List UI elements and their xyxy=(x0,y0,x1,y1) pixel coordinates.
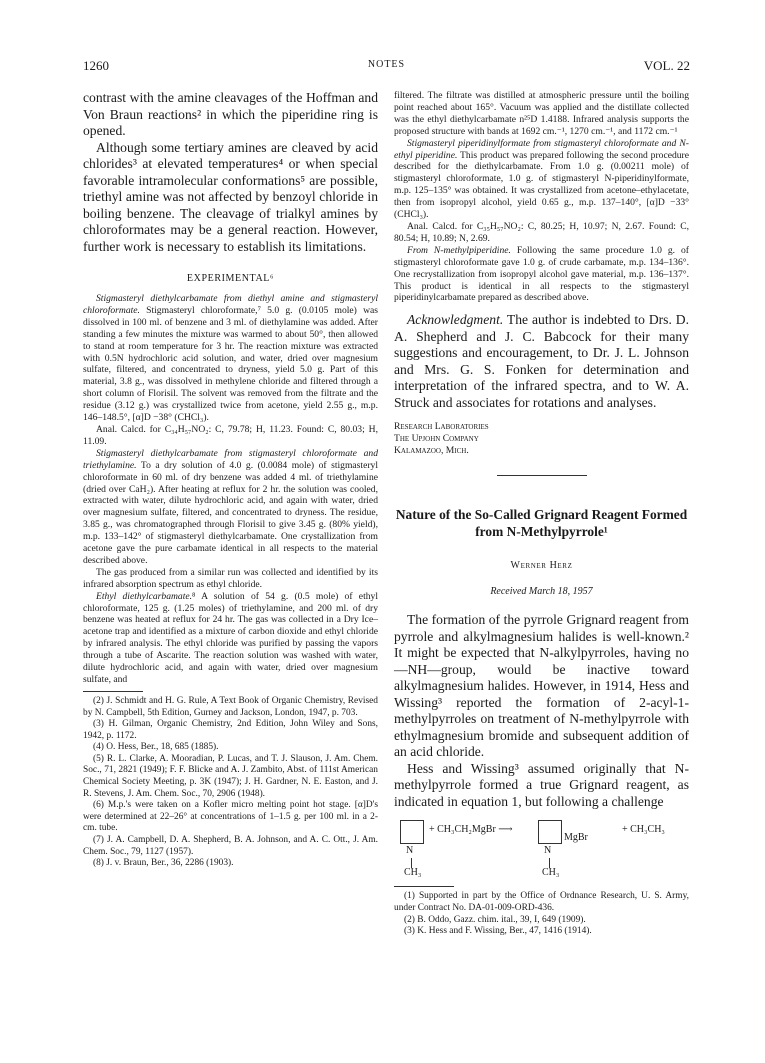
experimental-paragraph: The gas produced from a similar run was collected and identified by its infrared absorption spectrum as ethyl chloride. xyxy=(83,566,378,590)
footnote: (6) M.p.'s were taken on a Kofler micro melting point hot stage. [α]D's were determined at 22–26° at concentrations of 1–1.5 g. per 100 ml. in a 2-cm. tube. xyxy=(83,800,378,834)
acknowledgment-paragraph xyxy=(394,312,689,411)
left-column xyxy=(83,90,378,870)
received-date: Received March 18, 1957 xyxy=(490,586,593,598)
acknowledgment-body: The author is indebted to Drs. D. A. Shepherd and J. C. Babcock for their many suggestions and encouragement, to Dr. J. L. Johnson and Mrs. G. S. Fonken for determination and interpretation of the infrared spectra, and to W. A. Struck and associates for rotations and analyses. xyxy=(394,312,689,410)
procedure-title: Stigmasteryl diethylcarbamate from diethyl amine and stigmasteryl chloroformate. xyxy=(83,293,378,316)
article-title: Nature of the So-Called Grignard Reagent Formed from N-Methylpyrrole¹ xyxy=(395,507,688,540)
procedure-title: Ethyl diethylcarbamate. xyxy=(96,590,193,602)
section-heading-experimental: EXPERIMENTAL⁶ xyxy=(186,273,275,284)
pyrrole-ring-left xyxy=(400,820,424,844)
procedure-body: Following the same procedure 1.0 g. of stigmasteryl chloroformate gave 1.0 g. of crude carbamate, m.p. 134–136°. One recrystallization from isopropyl alcohol gave material, m.p. 136–137°. This product is identical in all respects to the stigmasteryl piperidinylcarbamate prepared as described above. xyxy=(394,244,689,304)
article-divider xyxy=(497,475,587,476)
experimental-paragraph xyxy=(394,245,689,305)
footnote-divider xyxy=(83,691,143,692)
mgbr-label: MgBr xyxy=(564,832,588,844)
address-line: The Upjohn Company xyxy=(394,433,479,445)
footnote: (5) R. L. Clarke, A. Mooradian, P. Lucas, and T. J. Slauson, J. Am. Chem. Soc., 71, 2821 (1949); F. F. Blicke and A. J. Zambito, Abst. of 111st American Chemical Society Meeting, p. 3K (1947); J. H. Gardner, N. E. Easton, and J. R. Stevens, J. Am. Chem. Soc., 70, 2906 (1948). xyxy=(83,753,378,799)
analysis-line: Anal. Calcd. for C₃₅H₅₇NO₂: C, 80.25; H, 10.97; N, 2.67. Found: C, 80.54; H, 10.89; N, 2.69. xyxy=(394,220,689,244)
acknowledgment-title: Acknowledgment. xyxy=(407,312,504,328)
procedure-body: This product was prepared following the second procedure described for the diethylcarbamate. From 1.0 g. (0.00211 mole) of stigmasteryl chloroformate, 1.0 g. of stigmasteryl N-piperidinylformate, m.p. 125–135° was obtained. It was crystallized from acetone–ethylacetate, then from isopropyl alcohol, yield 0.65 g., m.p. 137–140°, [α]D −33° (CHCl₃). xyxy=(394,149,690,221)
footnote: (2) J. Schmidt and H. G. Rule, A Text Book of Organic Chemistry, Revised by N. Campbell, 5th Edition, Gurney and Jackson, London, 1947, p. 703. xyxy=(83,695,378,718)
procedure-body: To a dry solution of 4.0 g. (0.0084 mole) of stigmasteryl chloroformate in 60 ml. of dry benzene was added 4 ml. of triethylamine (dried over CaH₂). After heating at reflux for 2 hr. the solution was cooled, extracted with water, dilute hydrochloric acid, and again with water, dried over magnesium sulfate, filtered, and concentrated to dryness. The residue, 3.85 g., was chromatographed through Florisil to give 3.45 g. (80% yield), m.p. 133–142° of stigmasteryl diethylcarbamate. One crystallization from acetone gave the pure carbamate identical in all respects to the material described above. xyxy=(83,459,378,566)
right-column xyxy=(394,90,689,938)
paragraph: The formation of the pyrrole Grignard reagent from pyrrole and alkylmagnesium halides is well-known.² It might be expected that N-alkylpyrroles, having no—NH—group, would be inactive toward alkylmagnesium halides. However, in 1914, Hess and Wissing³ reported the formation of 2-acyl-1-methylpyrroles on treatment of N-methylpyrrole with ethylmagnesium bromide and subsequent addition of an acid chloride. xyxy=(394,612,689,760)
footnote: (7) J. A. Campbell, D. A. Shepherd, B. A. Johnson, and A. C. Ott., J. Am. Chem. Soc., 79, 1127 (1957). xyxy=(83,835,378,857)
paragraph: contrast with the amine cleavages of the Hoffman and Von Braun reactions² in which the piperidine ring is opened. xyxy=(83,90,378,138)
article-author: Werner Herz xyxy=(510,560,573,572)
footnote: (4) O. Hess, Ber., 18, 685 (1885). xyxy=(93,742,219,753)
procedure-title: Stigmasteryl piperidinylformate from stigmasteryl chloroformate and N-ethyl piperidine. xyxy=(394,137,689,161)
footnote: (3) K. Hess and F. Wissing, Ber., 47, 1416 (1914). xyxy=(404,926,592,937)
equation-1 xyxy=(394,816,689,880)
methyl-label-right: CH₃ xyxy=(542,867,560,879)
footnote: (8) J. v. Braun, Ber., 36, 2286 (1903). xyxy=(93,858,234,869)
experimental-paragraph xyxy=(394,138,689,221)
institution-address xyxy=(394,421,689,457)
page-number: 1260 xyxy=(83,58,109,73)
footnote-divider xyxy=(394,886,454,887)
pyrrole-ring-right xyxy=(538,820,562,844)
page-header xyxy=(83,58,690,76)
experimental-paragraph xyxy=(83,591,378,686)
procedure-body: ⁸ A solution of 54 g. (0.5 mole) of ethyl chloroformate, 125 g. (1.25 moles) of triethylamine, and 200 ml. of dry benzene was heated at reflux for 24 hr. The gas was collected in a Dry Ice–acetone trap and identified as a mixture of carbon dioxide and ethyl chloride by infrared analysis. The ethyl chloride was purified by passing the vapors through a tube of Ascarite. The reaction solution was washed with water, dilute hydrochloric acid, and again with water, dried over magnesium sulfate, and xyxy=(83,590,378,685)
address-line: Research Laboratories xyxy=(394,421,489,433)
nitrogen-label-right: N xyxy=(544,845,552,857)
analysis-line: Anal. Calcd. for C₃₄H₅₇NO₂: C, 79.78; H, 11.23. Found: C, 80.03; H, 11.09. xyxy=(83,423,378,447)
paragraph: Hess and Wissing³ assumed originally that N-methylpyrrole formed a true Grignard reagent, as indicated in equation 1, but following a challenge xyxy=(394,760,689,809)
procedure-title: Stigmasteryl diethylcarbamate from stigmasteryl chloroformate and triethylamine. xyxy=(83,447,378,471)
equation-byproduct: + CH₃CH₃ xyxy=(622,824,665,836)
footnote: (2) B. Oddo, Gazz. chim. ital., 39, I, 649 (1909). xyxy=(404,914,586,925)
footnote: (1) Supported in part by the Office of Ordnance Research, U. S. Army, under Contract No. DA-01-009-ORD-436. xyxy=(394,891,689,913)
experimental-paragraph: filtered. The filtrate was distilled at atmospheric pressure until the boiling point reached about 165°. Vacuum was applied and the distillate collected was the ethyl diethylcarbamate n²⁵D 1.4188. Infrared analysis supports the proposed structure with bands at 1692 cm.⁻¹, 1270 cm.⁻¹, and 1172 cm.⁻¹ xyxy=(394,90,689,137)
equation-reagent: + CH₃CH₂MgBr ⟶ xyxy=(429,824,513,836)
procedure-title: From N-methylpiperidine. xyxy=(407,244,511,256)
procedure-body: Stigmasteryl chloroformate,⁷ 5.0 g. (0.0105 mole) was dissolved in 100 ml. of benzene and 3 ml. of diethylamine was added. After standing a few minutes the mixture was warmed to about 50°, then allowed to stand at room temperature for 3 hr. The reaction mixture was extracted with 0.5N hydrochloric acid solution, and water, dried over magnesium sulfate, filtered, and concentrated to dryness, yield 5.0 g. Part of this material, 3.8 g., was dissolved in methylene chloride and filtered through a short column of Florisil. The solvent was removed from the filtrate and the residue (3.12 g.) was crystallized twice from acetone, yield 2.55 g., m.p. 146–148.5°, [α]D −38° (CHCl₃). xyxy=(83,304,378,424)
volume-label: VOL. 22 xyxy=(643,58,690,73)
nitrogen-label-left: N xyxy=(406,845,414,857)
section-label: NOTES xyxy=(367,59,406,70)
experimental-paragraph xyxy=(83,293,378,424)
paragraph: Although some tertiary amines are cleaved by acid chlorides³ at elevated temperatures⁴ or when special favorable intramolecular conformations⁵ are possible, triethyl amine was not affected by benzoyl chloride in boiling benzene. The cleavage of trialkyl amines by chloroformates may be a general reaction. However, further work is necessary to establish its limitations. xyxy=(83,139,378,254)
experimental-paragraph xyxy=(83,448,378,567)
footnote: (3) H. Gilman, Organic Chemistry, 2nd Edition, John Wiley and Sons, 1942, p. 1172. xyxy=(83,719,378,741)
methyl-label-left: CH₃ xyxy=(404,867,422,879)
address-line: Kalamazoo, Mich. xyxy=(394,445,469,457)
